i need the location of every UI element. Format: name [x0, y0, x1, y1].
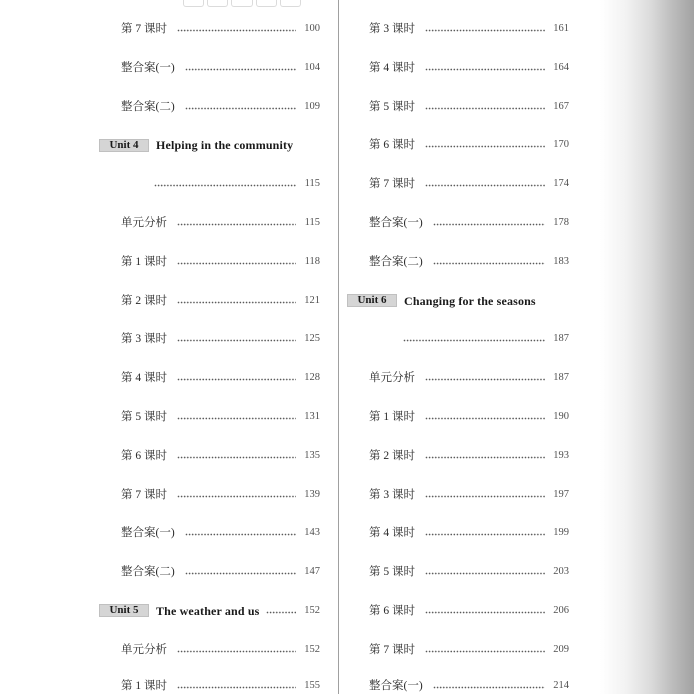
decoration-block	[256, 0, 277, 7]
dot-leader	[185, 107, 296, 110]
toc-entry-page: 193	[553, 449, 569, 461]
toc-entry-label: 第 6 课时	[121, 449, 167, 462]
toc-entry-page: 155	[304, 680, 320, 692]
toc-entry-page: 214	[553, 680, 569, 692]
toc-entry-page: 161	[553, 22, 569, 34]
dot-leader	[425, 611, 545, 614]
toc-entry	[99, 242, 320, 281]
dot-leader	[433, 223, 545, 226]
dot-leader	[433, 262, 545, 265]
toc-entry-label: 第 2 课时	[121, 294, 167, 307]
toc-entry	[99, 475, 320, 514]
toc-entry	[347, 204, 569, 243]
unit-4-title: Helping in the community	[156, 138, 294, 153]
unit-5-heading	[99, 592, 320, 631]
toc-entry	[347, 475, 569, 514]
dot-leader	[177, 223, 296, 226]
toc-entry-page: 209	[553, 643, 569, 655]
unit-6-page: 187	[553, 333, 569, 345]
toc-entry	[347, 436, 569, 475]
toc-entry	[99, 669, 320, 693]
dot-leader	[177, 417, 296, 420]
toc-entry-label: 第 3 课时	[121, 333, 167, 346]
toc-entry-page: 203	[553, 566, 569, 578]
toc-left-column	[99, 10, 320, 694]
toc-entry-label: 第 3 课时	[369, 22, 415, 35]
toc-entry-page: 104	[304, 61, 320, 73]
unit-5-title: The weather and us	[156, 603, 260, 618]
toc-entry-label: 整合案(二)	[121, 566, 175, 579]
toc-entry-page: 190	[553, 410, 569, 422]
toc-entry-label: 第 2 课时	[369, 449, 415, 462]
dot-leader	[177, 262, 296, 265]
toc-entry	[99, 553, 320, 592]
dot-leader	[433, 686, 545, 689]
toc-entry-label: 第 4 课时	[369, 61, 415, 74]
toc-entry-label: 第 6 课时	[369, 139, 415, 152]
unit-6-title: Changing for the seasons	[404, 293, 536, 308]
toc-entry-page: 118	[304, 255, 320, 267]
dot-leader	[177, 301, 296, 304]
unit-6-page-line	[347, 320, 569, 359]
dot-leader	[177, 495, 296, 498]
toc-entry-label: 第 3 课时	[369, 488, 415, 501]
toc-entry-page: 125	[304, 333, 320, 345]
toc-entry	[99, 320, 320, 359]
dot-leader	[403, 339, 545, 342]
toc-entry-label: 第 1 课时	[121, 680, 167, 693]
toc-entry-label: 整合案(二)	[121, 100, 175, 113]
toc-entry	[347, 10, 569, 49]
dot-leader	[425, 417, 545, 420]
toc-entry-label: 第 6 课时	[369, 604, 415, 617]
toc-entry	[347, 242, 569, 281]
toc-entry-page: 187	[553, 372, 569, 384]
dot-leader	[425, 572, 545, 575]
toc-entry	[347, 669, 569, 693]
decoration-block	[231, 0, 252, 7]
toc-entry	[99, 281, 320, 320]
toc-entry	[347, 514, 569, 553]
dot-leader	[425, 145, 545, 148]
toc-entry-page: 197	[553, 488, 569, 500]
toc-entry-page: 183	[553, 255, 569, 267]
decoration-block	[280, 0, 301, 7]
toc-entry-label: 第 5 课时	[369, 100, 415, 113]
toc-entry	[99, 87, 320, 126]
toc-entry	[347, 592, 569, 631]
toc-entry	[347, 553, 569, 592]
toc-entry	[99, 359, 320, 398]
toc-entry-page: 147	[304, 566, 320, 578]
toc-entry	[99, 398, 320, 437]
toc-right-column	[347, 10, 569, 694]
unit-4-page: 115	[304, 178, 320, 190]
dot-leader	[425, 184, 545, 187]
dot-leader	[425, 650, 545, 653]
toc-entry-page: 170	[553, 139, 569, 151]
unit-6-heading	[347, 281, 569, 320]
toc-entry-label: 整合案(一)	[121, 527, 175, 540]
toc-entry-label: 单元分析	[369, 372, 415, 385]
toc-entry	[347, 126, 569, 165]
toc-entry	[347, 48, 569, 87]
toc-entry-page: 143	[304, 527, 320, 539]
toc-entry-page: 164	[553, 61, 569, 73]
toc-entry-label: 单元分析	[121, 643, 167, 656]
toc-entry-page: 152	[304, 643, 320, 655]
dot-leader	[425, 533, 545, 536]
toc-entry	[99, 10, 320, 49]
dot-leader	[425, 68, 545, 71]
top-decoration	[183, 0, 301, 7]
decoration-block	[183, 0, 204, 7]
toc-entry-label: 整合案(一)	[369, 216, 423, 229]
dot-leader	[425, 378, 545, 381]
toc-entry-label: 第 5 课时	[369, 566, 415, 579]
dot-leader	[425, 29, 545, 32]
toc-entry-label: 第 7 课时	[121, 488, 167, 501]
toc-entry-page: 178	[553, 216, 569, 228]
toc-entry-label: 第 5 课时	[121, 410, 167, 423]
dot-leader	[177, 29, 296, 32]
unit-4-heading	[99, 126, 320, 165]
dot-leader	[185, 572, 296, 575]
toc-entry-page: 139	[304, 488, 320, 500]
toc-entry-label: 整合案(一)	[369, 680, 423, 693]
toc-entry-page: 100	[304, 22, 320, 34]
toc-entry-label: 第 4 课时	[121, 372, 167, 385]
toc-entry	[99, 630, 320, 669]
unit-6-badge: Unit 6	[347, 294, 397, 307]
toc-entry	[99, 436, 320, 475]
toc-entry	[347, 398, 569, 437]
dot-leader	[425, 456, 545, 459]
toc-entry-page: 206	[553, 604, 569, 616]
dot-leader	[185, 68, 296, 71]
dot-leader	[185, 533, 296, 536]
toc-entry-page: 167	[553, 100, 569, 112]
toc-entry	[99, 204, 320, 243]
toc-entry	[99, 514, 320, 553]
dot-leader	[177, 686, 296, 689]
column-divider	[338, 0, 339, 694]
dot-leader	[154, 184, 296, 187]
toc-entry-page: 109	[304, 100, 320, 112]
toc-entry-page: 115	[304, 216, 320, 228]
toc-entry-page: 199	[553, 527, 569, 539]
dot-leader	[177, 339, 296, 342]
dot-leader	[177, 650, 296, 653]
toc-entry-label: 整合案(一)	[121, 61, 175, 74]
toc-entry-label: 单元分析	[121, 216, 167, 229]
unit-4-badge: Unit 4	[99, 139, 149, 152]
toc-entry	[347, 630, 569, 669]
toc-entry-page: 128	[304, 372, 320, 384]
dot-leader	[177, 456, 296, 459]
toc-entry	[347, 165, 569, 204]
toc-entry-label: 第 7 课时	[369, 178, 415, 191]
dot-leader	[425, 107, 545, 110]
decoration-block	[207, 0, 228, 7]
toc-entry-label: 第 7 课时	[121, 22, 167, 35]
toc-entry	[347, 87, 569, 126]
toc-entry-label: 第 7 课时	[369, 643, 415, 656]
toc-entry-label: 整合案(二)	[369, 255, 423, 268]
toc-entry-page: 174	[553, 178, 569, 190]
dot-leader	[177, 378, 296, 381]
unit-5-badge: Unit 5	[99, 604, 149, 617]
dot-leader	[266, 611, 297, 614]
toc-entry	[99, 48, 320, 87]
toc-entry-page: 121	[304, 294, 320, 306]
toc-entry	[347, 359, 569, 398]
dot-leader	[425, 495, 545, 498]
toc-entry-page: 135	[304, 449, 320, 461]
toc-entry-label: 第 1 课时	[121, 255, 167, 268]
toc-entry-page: 131	[304, 410, 320, 422]
unit-4-page-line	[99, 165, 320, 204]
toc-entry-label: 第 1 课时	[369, 410, 415, 423]
toc-entry-label: 第 4 课时	[369, 527, 415, 540]
unit-5-page: 152	[304, 604, 320, 616]
